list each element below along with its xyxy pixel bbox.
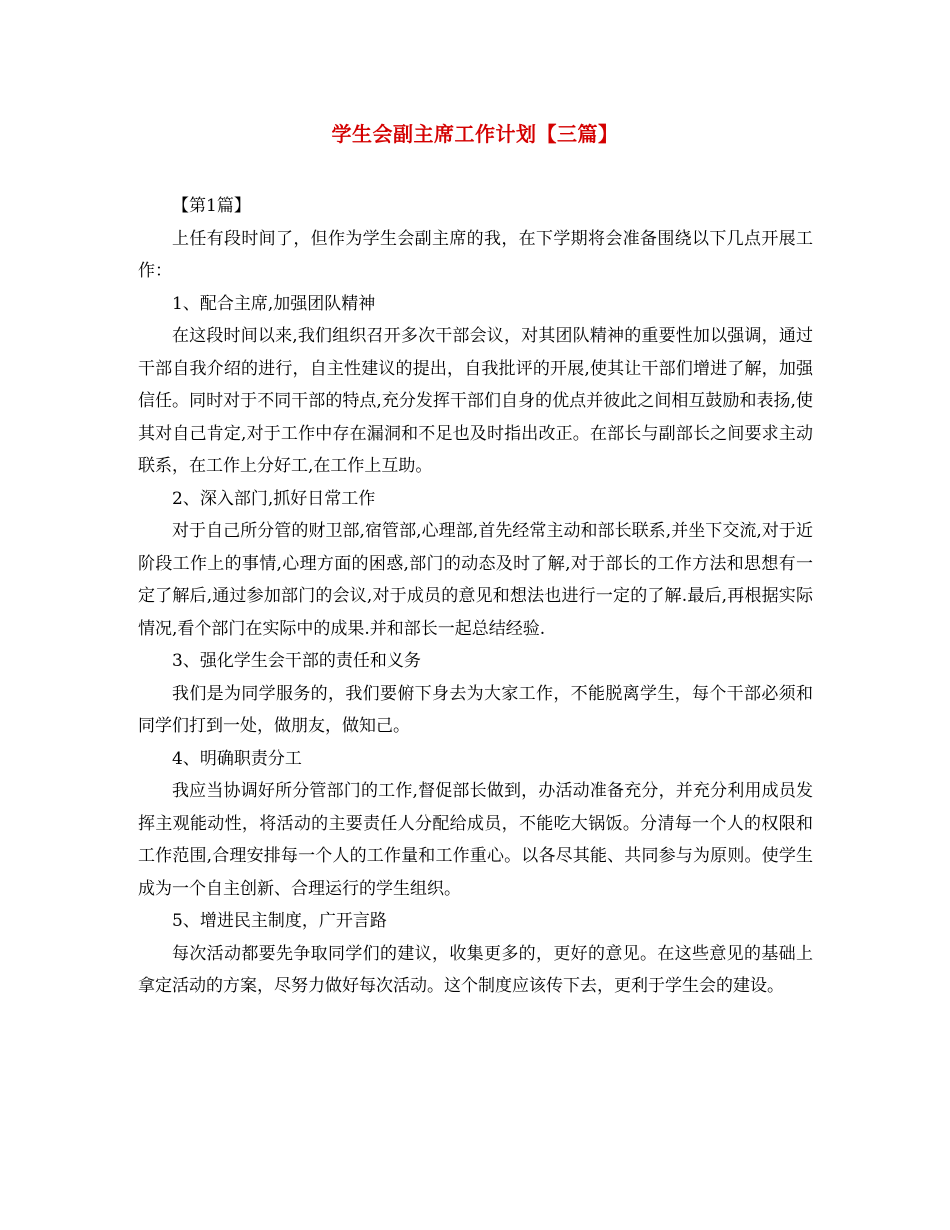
paragraph-item-2: 对于自己所分管的财卫部,宿管部,心理部,首先经常主动和部长联系,并坐下交流,对于近阶段工作上的事情,心理方面的困惑,部门的动态及时了解,对于部长的工作方法和思想有一定了解后,通过参加部门的会议,对于成员的意见和想法也进行一定的了解.最后,再根据实际情况,看个部门在实际中的成果.并和部长一起总结经验. [138, 521, 813, 639]
paragraph-intro: 上任有段时间了，但作为学生会副主席的我，在下学期将会准备围绕以下几点开展工作： [138, 228, 813, 281]
heading-item-3: 3、强化学生会干部的责任和义务 [172, 651, 421, 671]
heading-item-4: 4、明确职责分工 [172, 748, 302, 769]
paragraph-item-4: 我应当协调好所分管部门的工作,督促部长做到，办活动准备充分，并充分利用成员发挥主观能动性，将活动的主要责任人分配给成员，不能吃大锅饭。分清每一个人的权限和工作范围,合理安排每一个人的工作量和工作重心。以各尽其能、共同参与为原则。使学生成为一个自主创新、合理运行的学生组织。 [138, 781, 813, 899]
paragraph-item-5: 每次活动都要先争取同学们的建议，收集更多的，更好的意见。在这些意见的基础上拿定活动的方案，尽努力做好每次活动。这个制度应该传下去，更利于学生会的建设。 [138, 943, 813, 996]
paragraph-item-1: 在这段时间以来,我们组织召开多次干部会议，对其团队精神的重要性加以强调，通过干部自我介绍的进行，自主性建议的提出，自我批评的开展,使其让干部们增进了解，加强信任。同时对于不同干部的特点,充分发挥干部们自身的优点并彼此之间相互鼓励和表扬,使其对自己肯定,对于工作中存在漏洞和不足也及时指出改正。在部长与副部长之间要求主动联系，在工作上分好工,在工作上互助。 [138, 326, 813, 476]
paragraph-section-label: 【第1篇】 [172, 196, 251, 216]
document-body [138, 190, 813, 1003]
heading-item-2: 2、深入部门,抓好日常工作 [172, 488, 376, 509]
paragraph-item-3: 我们是为同学服务的，我们要俯下身去为大家工作，不能脱离学生，每个干部必须和同学们打到一处，做朋友，做知己。 [138, 683, 813, 736]
heading-item-1: 1、配合主席,加强团队精神 [172, 293, 376, 314]
document-title: 学生会副主席工作计划【三篇】 [331, 122, 619, 146]
heading-item-5: 5、增进民主制度，广开言路 [172, 911, 387, 931]
